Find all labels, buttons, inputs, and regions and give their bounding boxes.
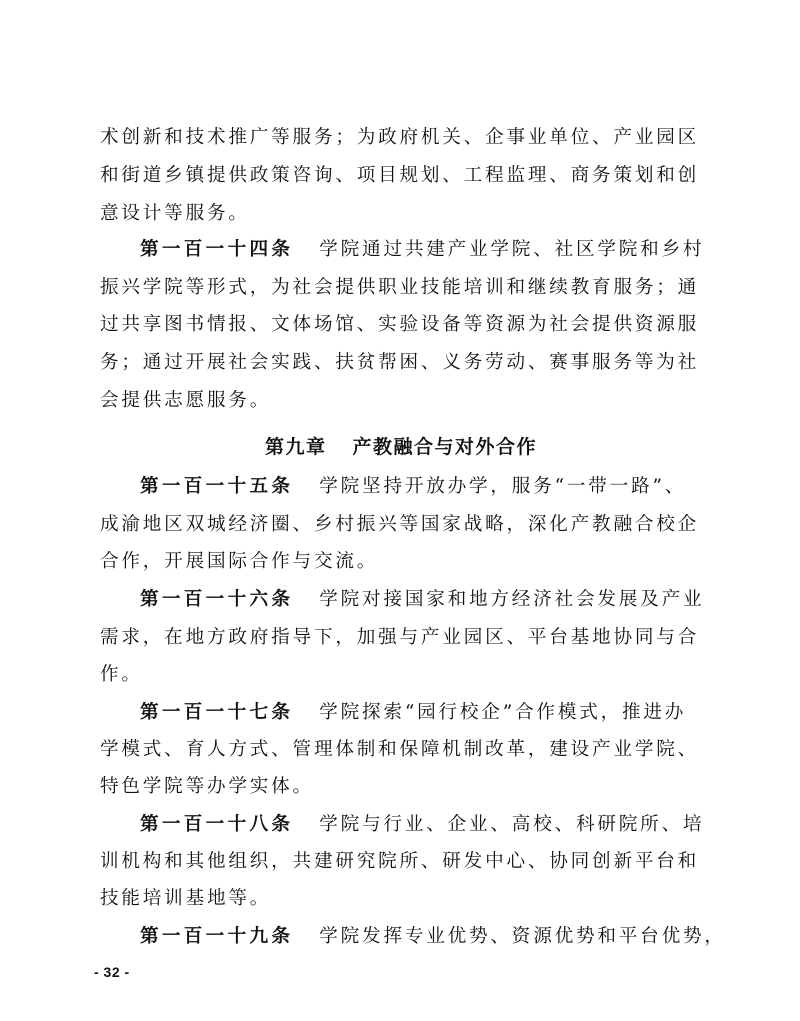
article-text: 学院通过共建产业学院、社区学院和乡村 — [319, 239, 705, 260]
text-line: 需求，在地方政府指导下，加强与产业园区、平台基地协同与合 — [100, 627, 700, 648]
article-text: 学院坚持开放办学，服务“一带一路”、 — [319, 476, 687, 497]
text-line: 成渝地区双城经济圈、乡村振兴等国家战略，深化产教融合校企 — [100, 514, 700, 535]
text-line: 作。 — [100, 664, 143, 685]
article-text: 学院对接国家和地方经济社会发展及产业 — [319, 589, 705, 610]
article-117-first-line — [140, 698, 702, 728]
article-label: 第一百一十七条 — [140, 702, 294, 723]
text-line: 技能培训基地等。 — [100, 888, 272, 909]
article-label: 第一百一十八条 — [140, 814, 294, 835]
article-118-first-line — [140, 810, 705, 840]
article-label: 第一百一十六条 — [140, 589, 294, 610]
chapter-title: 产教融合与对外合作 — [352, 436, 538, 458]
article-114-first-line — [140, 235, 705, 265]
page-number: - 32 - — [94, 964, 130, 980]
article-text: 学院发挥专业优势、资源优势和平台优势， — [319, 926, 726, 947]
text-line: 训机构和其他组织，共建研究院所、研发中心、协同创新平台和 — [100, 851, 700, 872]
article-text: 学院探索“园行校企”合作模式，推进办 — [319, 702, 687, 723]
article-116-first-line — [140, 585, 705, 615]
text-line: 会提供志愿服务。 — [100, 390, 272, 411]
chapter-number: 第九章 — [264, 436, 327, 458]
article-119-first-line — [140, 922, 726, 952]
article-label: 第一百一十九条 — [140, 926, 294, 947]
text-line: 振兴学院等形式，为社会提供职业技能培训和继续教育服务；通 — [100, 277, 700, 298]
article-text: 学院与行业、企业、高校、科研院所、培 — [319, 814, 705, 835]
text-line: 过共享图书情报、文体场馆、实验设备等资源为社会提供资源服 — [100, 314, 700, 335]
article-label: 第一百一十四条 — [140, 239, 294, 260]
text-line: 特色学院等办学实体。 — [100, 776, 314, 797]
text-line: 术创新和技术推广等服务；为政府机关、企事业单位、产业园区 — [100, 127, 700, 148]
text-line: 和街道乡镇提供政策咨询、项目规划、工程监理、商务策划和创 — [100, 165, 700, 186]
text-line: 合作，开展国际合作与交流。 — [100, 551, 379, 572]
article-label: 第一百一十五条 — [140, 476, 294, 497]
text-line: 务；通过开展社会实践、扶贫帮困、义务劳动、赛事服务等为社 — [100, 352, 700, 373]
chapter-heading — [100, 430, 702, 464]
article-115-first-line — [140, 472, 702, 502]
text-line: 意设计等服务。 — [100, 203, 250, 224]
text-line: 学模式、育人方式、管理体制和保障机制改革，建设产业学院、 — [100, 739, 700, 760]
